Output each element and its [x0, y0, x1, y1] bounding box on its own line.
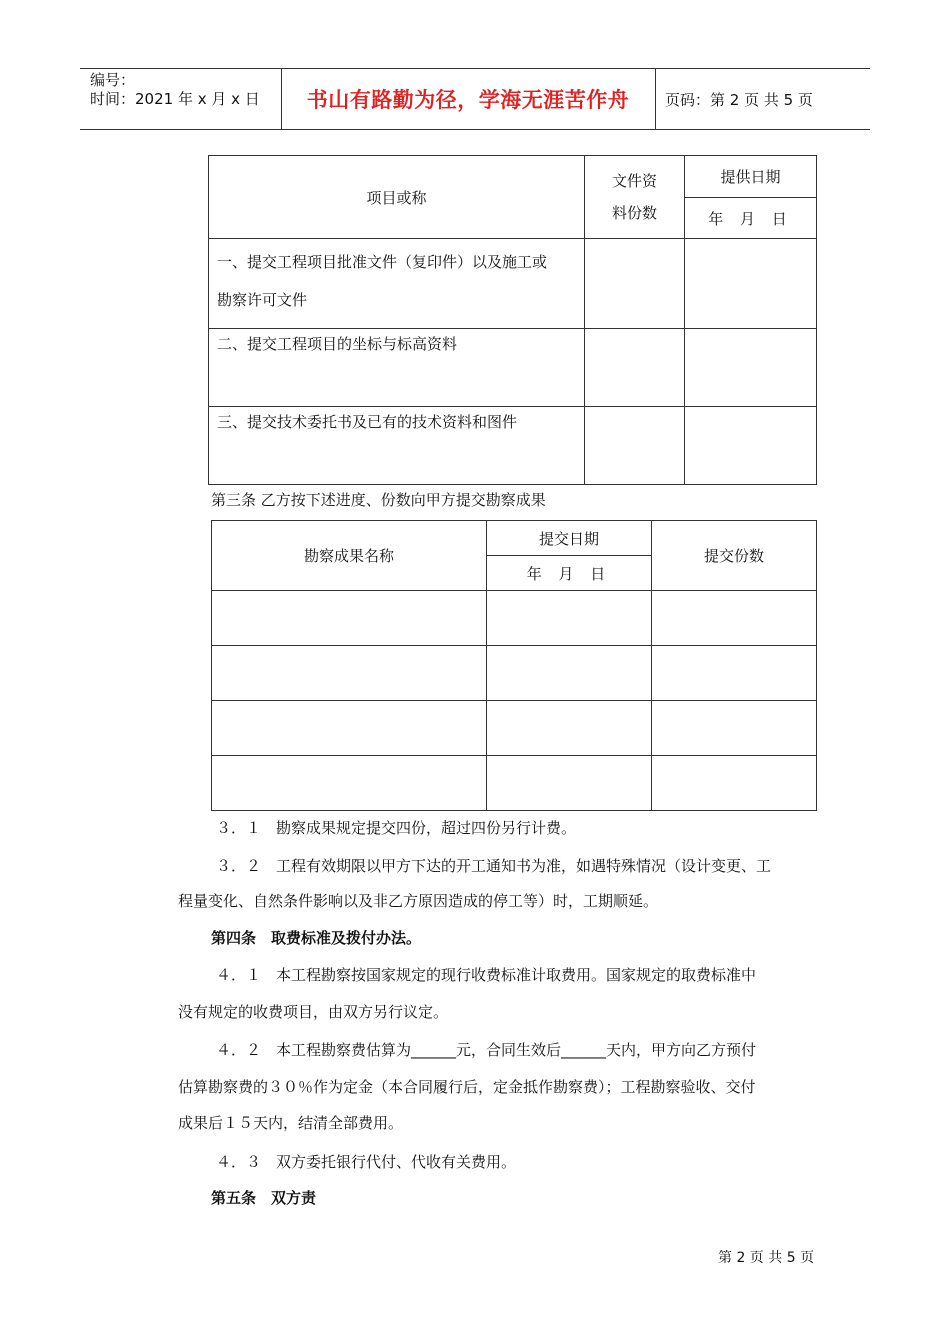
clause-4-1-line-2: 没有规定的收费项目，由双方另行议定。 [178, 1003, 449, 1021]
materials-table [208, 155, 817, 485]
clause-4-1-line-1: ４．１ 本工程勘察按国家规定的现行收费标准计取费用。国家规定的取费标准中 [216, 966, 757, 984]
table-cell [212, 646, 487, 701]
table-cell [212, 701, 487, 756]
row-label: 三、提交技术委托书及已有的技术资料和图件 [209, 407, 585, 485]
doc-time-label: 时间：2021 年 x 月 x 日 [90, 90, 260, 108]
row-label: 二、提交工程项目的坐标与标高资料 [209, 329, 585, 407]
page-header [80, 68, 870, 130]
col-header-item-name: 项目或称 [209, 156, 585, 239]
table-cell [652, 756, 817, 811]
col-header-date: 提供日期 [685, 156, 817, 198]
article-4-title: 第四条 取费标准及拨付办法。 [211, 929, 422, 947]
doc-number-label: 编号： [90, 71, 136, 89]
clause-3-1: ３．１ 勘察成果规定提交四份，超过四份另行计费。 [216, 819, 577, 837]
clause-3-2-line-1: ３．２ 工程有效期限以甲方下达的开工通知书为准，如遇特殊情况（设计变更、工 [216, 857, 772, 875]
col-header-copies: 文件资 料份数 [585, 156, 685, 239]
table-cell [487, 701, 652, 756]
col-header-date-sub: 年 月 日 [487, 556, 652, 591]
row-label: 一、提交工程项目批准文件（复印件）以及施工或 勘察许可文件 [209, 239, 585, 329]
header-divider [655, 69, 656, 129]
header-page-number: 页码：第 2 页 共 5 页 [665, 90, 813, 109]
table-row [212, 646, 817, 701]
table-row [209, 239, 817, 329]
table-cell [212, 756, 487, 811]
clause-4-2-line-3: 成果后１５天内，结清全部费用。 [178, 1114, 404, 1132]
table-row [212, 756, 817, 811]
col-header-date-sub: 年 月 日 [685, 198, 817, 239]
footer-page-number: 第 2 页 共 5 页 [718, 1250, 815, 1266]
col-header-submit-date: 提交日期 [487, 521, 652, 556]
clause-3-2-line-2: 程量变化、自然条件影响以及非乙方原因造成的停工等）时，工期顺延。 [178, 892, 659, 910]
header-motto: 书山有路勤为径，学海无涯苦作舟 [306, 88, 630, 112]
table-cell [585, 407, 685, 485]
clause-4-2-line-1: ４．２ 本工程勘察费估算为______元，合同生效后______天内，甲方向乙方预付 [216, 1041, 757, 1059]
table-cell [685, 239, 817, 329]
table-row [212, 701, 817, 756]
table-row [209, 329, 817, 407]
header-meta [90, 71, 260, 109]
clause-4-3: ４．３ 双方委托银行代付、代收有关费用。 [216, 1153, 517, 1171]
article-5-title: 第五条 双方责 [211, 1189, 317, 1207]
table-cell [487, 591, 652, 646]
table-cell [652, 701, 817, 756]
table-cell [487, 646, 652, 701]
table-cell [685, 329, 817, 407]
clause-4-2-line-2: 估算勘察费的３０％作为定金（本合同履行后，定金抵作勘察费）；工程勘察验收、交付 [178, 1078, 756, 1096]
table-cell [652, 591, 817, 646]
table-cell [212, 591, 487, 646]
table-cell [487, 756, 652, 811]
table-cell [685, 407, 817, 485]
table-cell [652, 646, 817, 701]
table-cell [585, 239, 685, 329]
results-table [211, 520, 817, 811]
table-row [212, 591, 817, 646]
article-3-title: 第三条 乙方按下述进度、份数向甲方提交勘察成果 [211, 491, 546, 509]
col-header-result-name: 勘察成果名称 [212, 521, 487, 591]
table-row [209, 407, 817, 485]
col-header-submit-copies: 提交份数 [652, 521, 817, 591]
table-cell [585, 329, 685, 407]
